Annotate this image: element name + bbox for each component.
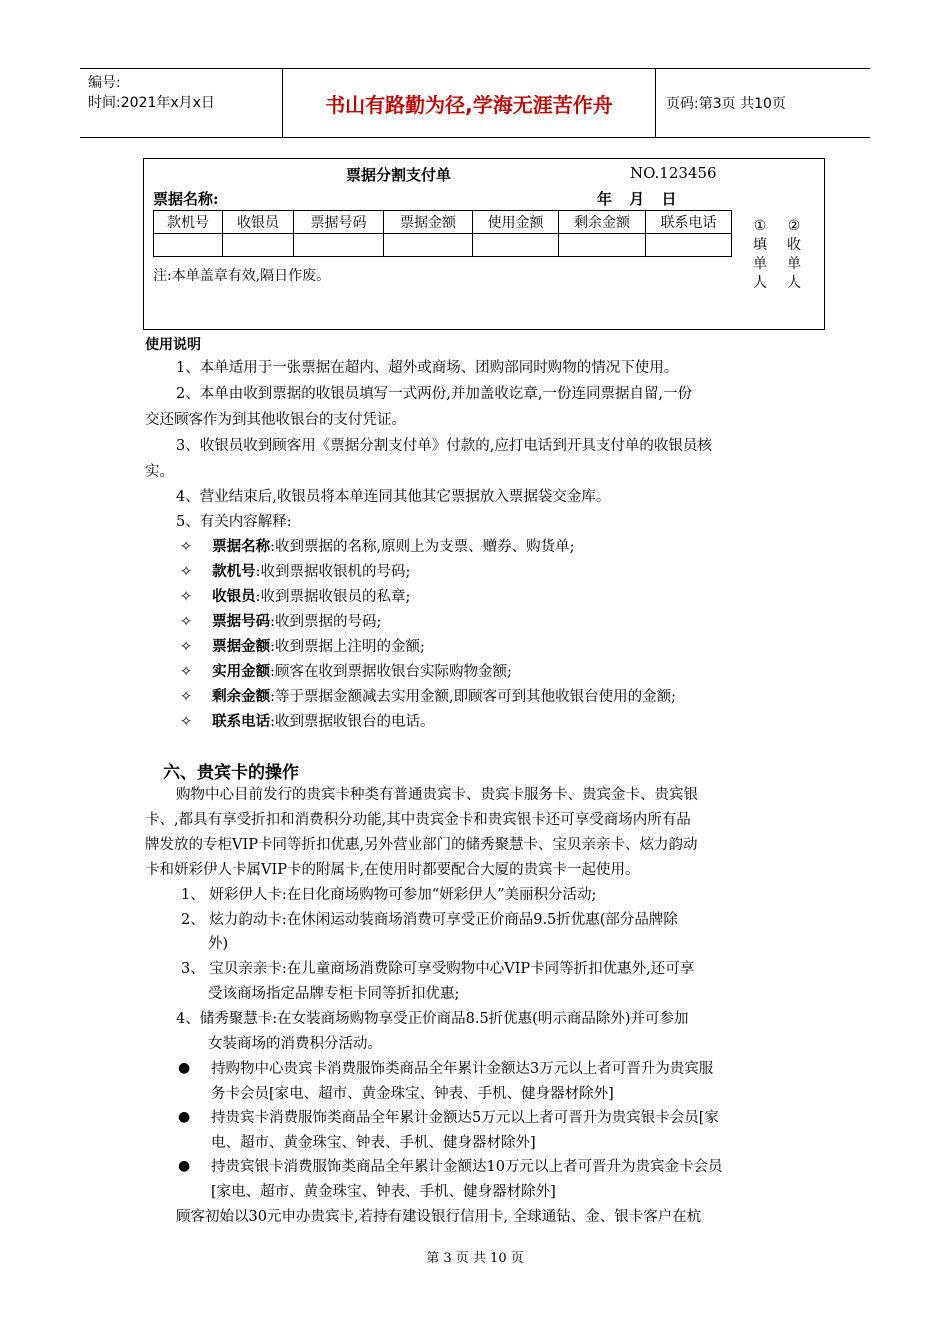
time-label: 时间:2021年x月x日	[88, 95, 215, 111]
usage-line: 实。	[145, 464, 174, 480]
term-desc: :收到票据收银机的号码;	[255, 564, 411, 580]
card-item-3-cont: 受该商场指定品牌专柜卡同等折扣优惠;	[208, 986, 460, 1002]
table-header-cell: 剩余金额	[559, 211, 646, 234]
diamond-icon: ✧	[180, 664, 193, 680]
bullet-line: 务卡会员[家电、超市、黄金珠宝、钟表、手机、健身器材除外]	[211, 1086, 614, 1102]
table-header-cell: 票据号码	[294, 211, 384, 234]
last-line: 顾客初始以30元申办贵宾卡,若持有建设银行信用卡, 全球通钻、金、银卡客户在杭	[176, 1209, 702, 1225]
card-item-1: 1、 妍彩伊人卡:在日化商场购物可参加“妍彩伊人”美丽积分活动;	[181, 887, 597, 903]
split-payment-form	[143, 158, 825, 330]
card-item-4: 4、储秀聚慧卡:在女装商场购物享受正价商品8.5折优惠(明示商品除外)并可参加	[176, 1011, 689, 1027]
form-note: 注:本单盖章有效,隔日作废。	[153, 268, 331, 284]
card-item-2: 2、 炫力韵动卡:在休闲运动装商场消费可享受正价商品9.5折优惠(部分品牌除	[181, 912, 678, 928]
table-header-cell: 收银员	[223, 211, 294, 234]
copy-char: 填	[753, 237, 767, 253]
term-desc: :收到票据的号码;	[270, 614, 382, 630]
intro-line: 卡和妍彩伊人卡属VIP卡的附属卡,在使用时都要配合大厦的贵宾卡一起使用。	[145, 862, 640, 878]
header-meta	[80, 69, 283, 137]
table-cell	[646, 234, 732, 257]
card-item-3: 3、 宝贝亲亲卡:在儿童商场消费除可享受购物中心VIP卡同等折扣优惠外,还可享	[181, 961, 695, 977]
term-desc: :收到票据收银员的私章;	[255, 589, 411, 605]
bullet-line: 持贵宾银卡消费服饰类商品全年累计金额达10万元以上者可晋升为贵宾金卡会员	[211, 1159, 723, 1175]
form-name-label: 票据名称:	[153, 190, 219, 208]
copy-filler-label	[750, 217, 770, 293]
term-name: 款机号	[212, 564, 256, 580]
term-name: 收银员	[212, 589, 256, 605]
term-desc: :收到票据的名称,原则上为支票、赠券、购货单;	[270, 539, 575, 555]
page-header	[80, 68, 870, 138]
bullet-line: [家电、超市、黄金珠宝、钟表、手机、健身器材除外]	[211, 1184, 556, 1200]
card-item-2-cont: 外)	[208, 936, 229, 952]
table-cell	[559, 234, 646, 257]
intro-line: 卡、,都具有享受折扣和消费积分功能,其中贵宾金卡和贵宾银卡还可享受商场内所有品	[145, 812, 691, 828]
number-label: 编号:	[88, 75, 121, 91]
header-page-info: 页码:第3页 共10页	[666, 96, 786, 112]
term-desc: :收到票据上注明的金额;	[270, 639, 425, 655]
term-name: 剩余金额	[212, 689, 271, 705]
header-motto: 书山有路勤为径,学海无涯苦作舟	[283, 69, 656, 137]
term-item	[180, 609, 381, 635]
usage-line: 交还顾客作为到其他收银台的支付凭证。	[145, 412, 406, 428]
diamond-icon: ✧	[180, 539, 193, 555]
intro-line: 牌发放的专柜VIP卡同等折扣优惠,另外营业部门的储秀聚慧卡、宝贝亲亲卡、炫力韵动	[145, 837, 698, 853]
term-item	[180, 584, 410, 610]
table-header-row	[154, 211, 732, 234]
copy-char: 单	[753, 256, 767, 272]
copy-char: 人	[787, 275, 801, 291]
diamond-icon: ✧	[180, 614, 193, 630]
diamond-icon: ✧	[180, 589, 193, 605]
term-item	[180, 559, 410, 585]
term-item	[180, 684, 676, 710]
form-title: 票据分割支付单	[346, 166, 452, 184]
term-desc: :顾客在收到票据收银台实际购物金额;	[270, 664, 512, 680]
usage-line: 2、本单由收到票据的收银员填写一式两份,并加盖收讫章,一份连同票据自留,一份	[176, 386, 693, 402]
card-item-4-cont: 女装商场的消费积分活动。	[208, 1036, 382, 1052]
bullet-line: 电、超市、黄金珠宝、钟表、手机、健身器材除外]	[211, 1135, 536, 1151]
term-item	[180, 659, 512, 685]
term-item	[180, 534, 575, 560]
term-item	[180, 709, 435, 735]
usage-heading: 使用说明	[145, 337, 201, 353]
copy-char: 人	[753, 275, 767, 291]
section-heading: 六、贵宾卡的操作	[163, 763, 299, 783]
usage-line: 1、本单适用于一张票据在超内、超外或商场、团购部同时购物的情况下使用。	[176, 360, 679, 376]
term-name: 票据金额	[212, 639, 271, 655]
usage-line: 4、营业结束后,收银员将本单连同其他其它票据放入票据袋交金库。	[176, 489, 611, 505]
term-desc: :收到票据收银台的电话。	[270, 714, 435, 730]
table-cell	[223, 234, 294, 257]
diamond-icon: ✧	[180, 564, 193, 580]
diamond-icon: ✧	[180, 689, 193, 705]
term-name: 实用金额	[212, 664, 271, 680]
copy-receiver-label	[784, 217, 804, 293]
table-cell	[294, 234, 384, 257]
bullet-line: 持购物中心贵宾卡消费服饰类商品全年累计金额达3万元以上者可晋升为贵宾服	[211, 1061, 714, 1077]
usage-line: 5、有关内容解释:	[176, 514, 292, 530]
table-cell	[384, 234, 473, 257]
term-name: 票据号码	[212, 614, 271, 630]
table-header-cell: 票据金额	[384, 211, 473, 234]
copy-char: 单	[787, 256, 801, 272]
table-header-cell: 款机号	[154, 211, 223, 234]
form-number: NO.123456	[630, 164, 717, 182]
term-name: 票据名称	[212, 539, 271, 555]
copy-char: ①	[753, 218, 767, 234]
table-cell	[154, 234, 223, 257]
copy-char: ②	[787, 218, 801, 234]
diamond-icon: ✧	[180, 714, 193, 730]
table-cell	[473, 234, 559, 257]
bullet-line: 持贵宾卡消费服饰类商品全年累计金额达5万元以上者可晋升为贵宾银卡会员[家	[211, 1110, 719, 1126]
bullet-icon: ●	[178, 1158, 191, 1174]
page-footer: 第 3 页 共 10 页	[426, 1251, 524, 1266]
bullet-icon: ●	[178, 1109, 191, 1125]
form-date-label: 年 月 日	[597, 190, 683, 208]
diamond-icon: ✧	[180, 639, 193, 655]
term-desc: :等于票据金额减去实用金额,即顾客可到其他收银台使用的金额;	[270, 689, 677, 705]
table-header-cell: 使用金额	[473, 211, 559, 234]
table-empty-row	[154, 234, 732, 257]
form-table	[153, 210, 732, 257]
term-item	[180, 634, 425, 660]
table-header-cell: 联系电话	[646, 211, 732, 234]
term-name: 联系电话	[212, 714, 271, 730]
bullet-icon: ●	[178, 1060, 191, 1076]
intro-line: 购物中心目前发行的贵宾卡种类有普通贵宾卡、贵宾卡服务卡、贵宾金卡、贵宾银	[176, 787, 698, 803]
usage-line: 3、收银员收到顾客用《票据分割支付单》付款的,应打电话到开具支付单的收银员核	[176, 438, 712, 454]
copy-char: 收	[787, 237, 801, 253]
